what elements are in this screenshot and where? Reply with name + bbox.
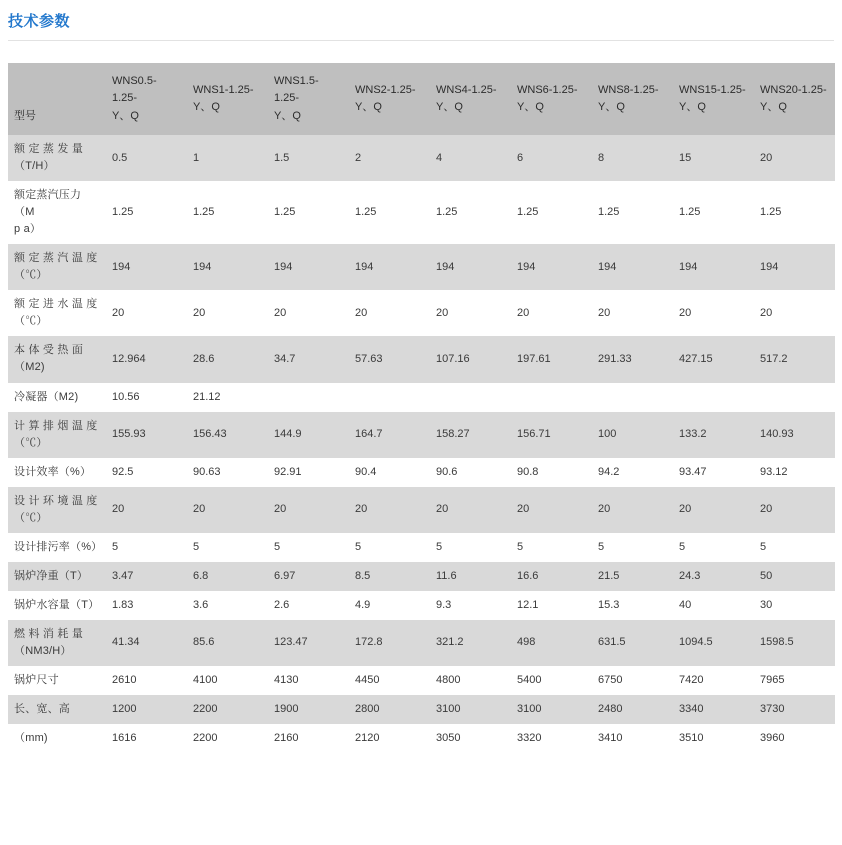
table-cell: 94.2 [592, 458, 673, 487]
table-cell: 20 [349, 487, 430, 533]
table-cell [592, 383, 673, 412]
row-label [8, 181, 106, 244]
table-row [8, 666, 835, 695]
table-cell: 5 [511, 533, 592, 562]
row-label-line: 额 定 蒸 汽 温 度 [14, 252, 98, 265]
table-cell: 140.93 [754, 412, 835, 458]
row-label [8, 620, 106, 666]
table-cell: 194 [511, 244, 592, 290]
table-cell [268, 383, 349, 412]
table-cell: 10.56 [106, 383, 187, 412]
table-cell: 2480 [592, 695, 673, 724]
row-label [8, 135, 106, 181]
table-cell: 1.25 [592, 181, 673, 244]
row-label [8, 562, 106, 591]
table-cell: 20 [430, 487, 511, 533]
table-cell: 4130 [268, 666, 349, 695]
table-row [8, 695, 835, 724]
column-header-model: 型号 [8, 63, 106, 135]
table-cell: 1.25 [268, 181, 349, 244]
table-cell [430, 383, 511, 412]
table-cell: 92.5 [106, 458, 187, 487]
table-cell: 40 [673, 591, 754, 620]
table-cell: 57.63 [349, 336, 430, 382]
row-label-line: （℃） [14, 315, 48, 328]
model-name-line1: WNS4-1.25- [436, 83, 497, 96]
table-cell: 194 [592, 244, 673, 290]
table-cell [511, 383, 592, 412]
table-cell: 3960 [754, 724, 835, 753]
table-cell: 6.97 [268, 562, 349, 591]
table-cell: 107.16 [430, 336, 511, 382]
table-cell: 90.8 [511, 458, 592, 487]
row-label-line: （mm) [14, 732, 48, 745]
table-cell: 5400 [511, 666, 592, 695]
column-header-model-5 [511, 63, 592, 135]
table-cell: 6750 [592, 666, 673, 695]
table-cell: 20 [754, 290, 835, 336]
table-cell: 291.33 [592, 336, 673, 382]
table-cell: 15 [673, 135, 754, 181]
table-cell: 20 [268, 487, 349, 533]
table-cell: 90.63 [187, 458, 268, 487]
table-cell: 194 [106, 244, 187, 290]
table-cell: 3320 [511, 724, 592, 753]
row-label-line: 长、宽、高 [14, 703, 70, 716]
table-cell: 3.6 [187, 591, 268, 620]
table-cell: 0.5 [106, 135, 187, 181]
model-name-line2: Y、Q [355, 101, 382, 113]
row-label-line: 设 计 环 境 温 度 [14, 494, 98, 507]
table-cell: 498 [511, 620, 592, 666]
row-label [8, 458, 106, 487]
table-cell: 1200 [106, 695, 187, 724]
table-cell: 2 [349, 135, 430, 181]
table-cell: 4800 [430, 666, 511, 695]
table-cell: 20 [673, 487, 754, 533]
table-cell: 2.6 [268, 591, 349, 620]
row-label [8, 412, 106, 458]
column-header-model-1 [187, 63, 268, 135]
row-label [8, 695, 106, 724]
table-cell: 2120 [349, 724, 430, 753]
table-row [8, 533, 835, 562]
row-label-line: （NM3/H） [14, 644, 72, 657]
table-head [8, 63, 835, 135]
row-label-line: （T/H） [14, 160, 55, 173]
table-cell: 3730 [754, 695, 835, 724]
table-cell: 92.91 [268, 458, 349, 487]
table-cell: 156.71 [511, 412, 592, 458]
column-header-model-8 [754, 63, 835, 135]
row-label-line: （℃） [14, 269, 48, 282]
table-cell: 16.6 [511, 562, 592, 591]
row-label-line: （℃） [14, 511, 48, 524]
table-cell: 20 [592, 290, 673, 336]
table-cell: 7965 [754, 666, 835, 695]
row-label [8, 724, 106, 753]
table-cell: 9.3 [430, 591, 511, 620]
table-cell: 4450 [349, 666, 430, 695]
table-cell: 194 [673, 244, 754, 290]
model-name-line2: Y、Q [679, 101, 706, 113]
table-cell: 631.5 [592, 620, 673, 666]
table-cell: 20 [106, 487, 187, 533]
column-header-model-4 [430, 63, 511, 135]
table-cell: 1.83 [106, 591, 187, 620]
row-label-line: 设计排污率（%） [14, 540, 103, 553]
table-row [8, 135, 835, 181]
model-name-line2: Y、Q [760, 101, 787, 113]
table-cell: 155.93 [106, 412, 187, 458]
table-cell: 21.12 [187, 383, 268, 412]
table-cell: 6 [511, 135, 592, 181]
row-label-line: （M2) [14, 361, 45, 374]
table-cell: 194 [754, 244, 835, 290]
table-cell: 1900 [268, 695, 349, 724]
row-label-line: 锅炉净重（T） [14, 569, 89, 582]
table-cell: 20 [511, 487, 592, 533]
column-header-model-3 [349, 63, 430, 135]
model-name-line2: Y、Q [193, 101, 220, 113]
table-cell: 100 [592, 412, 673, 458]
model-name-line1: WNS20-1.25- [760, 83, 827, 96]
table-row [8, 412, 835, 458]
spec-table-container [0, 41, 842, 753]
table-cell: 2160 [268, 724, 349, 753]
table-cell: 133.2 [673, 412, 754, 458]
row-label-line: （℃） [14, 436, 48, 449]
column-header-model-6 [592, 63, 673, 135]
table-cell [754, 383, 835, 412]
model-name-line1: WNS1.5-1.25- [274, 75, 319, 105]
table-cell: 3100 [511, 695, 592, 724]
table-cell: 158.27 [430, 412, 511, 458]
model-name-line1: WNS8-1.25- [598, 83, 659, 96]
table-cell: 20 [268, 290, 349, 336]
row-label-line: 额定蒸汽压力（M [14, 189, 82, 219]
table-cell: 194 [268, 244, 349, 290]
table-row [8, 383, 835, 412]
table-cell: 8.5 [349, 562, 430, 591]
table-cell: 5 [106, 533, 187, 562]
table-cell: 34.7 [268, 336, 349, 382]
model-name-line1: WNS1-1.25- [193, 83, 254, 96]
table-cell: 3410 [592, 724, 673, 753]
table-cell: 2200 [187, 695, 268, 724]
table-cell: 3.47 [106, 562, 187, 591]
table-cell: 2800 [349, 695, 430, 724]
table-cell: 517.2 [754, 336, 835, 382]
row-label [8, 383, 106, 412]
row-label [8, 336, 106, 382]
table-cell: 30 [754, 591, 835, 620]
table-row [8, 591, 835, 620]
table-cell: 21.5 [592, 562, 673, 591]
table-cell: 1.25 [511, 181, 592, 244]
technical-parameters-table [8, 63, 835, 753]
table-cell: 7420 [673, 666, 754, 695]
table-cell: 15.3 [592, 591, 673, 620]
model-name-line2: Y、Q [274, 109, 301, 122]
page-title: 技术参数 [8, 13, 71, 30]
row-label-line: 锅炉尺寸 [14, 674, 59, 687]
table-cell: 5 [430, 533, 511, 562]
table-cell: 4.9 [349, 591, 430, 620]
table-row [8, 487, 835, 533]
table-cell: 123.47 [268, 620, 349, 666]
table-row [8, 244, 835, 290]
row-label-line: 本 体 受 热 面 [14, 344, 84, 357]
table-cell: 2200 [187, 724, 268, 753]
table-cell: 3050 [430, 724, 511, 753]
table-cell: 93.47 [673, 458, 754, 487]
row-label [8, 244, 106, 290]
table-cell: 20 [673, 290, 754, 336]
table-cell [349, 383, 430, 412]
table-cell: 5 [349, 533, 430, 562]
header-row [8, 63, 835, 135]
model-name-line2: Y、Q [112, 109, 139, 122]
table-cell: 20 [106, 290, 187, 336]
row-label-line: 计 算 排 烟 温 度 [14, 419, 98, 432]
table-cell: 20 [430, 290, 511, 336]
row-label-line: 燃 料 消 耗 量 [14, 627, 84, 640]
row-label [8, 533, 106, 562]
table-cell: 1598.5 [754, 620, 835, 666]
model-name-line1: WNS0.5-1.25- [112, 75, 157, 105]
row-label [8, 666, 106, 695]
table-cell: 2610 [106, 666, 187, 695]
row-label [8, 290, 106, 336]
row-label-line: 额 定 蒸 发 量 [14, 143, 84, 155]
table-cell: 28.6 [187, 336, 268, 382]
table-cell: 20 [511, 290, 592, 336]
table-cell: 85.6 [187, 620, 268, 666]
row-label-line: p a） [14, 223, 42, 236]
table-row [8, 724, 835, 753]
table-cell: 20 [754, 487, 835, 533]
table-cell: 197.61 [511, 336, 592, 382]
table-cell: 5 [754, 533, 835, 562]
table-cell: 3100 [430, 695, 511, 724]
table-cell: 1.25 [430, 181, 511, 244]
table-cell: 8 [592, 135, 673, 181]
table-cell: 144.9 [268, 412, 349, 458]
table-cell: 90.6 [430, 458, 511, 487]
row-label [8, 487, 106, 533]
table-row [8, 562, 835, 591]
table-cell: 1094.5 [673, 620, 754, 666]
model-name-line2: Y、Q [598, 101, 625, 113]
table-cell: 1.25 [187, 181, 268, 244]
model-name-line2: Y、Q [436, 101, 463, 113]
column-header-model-0 [106, 63, 187, 135]
table-cell: 20 [754, 135, 835, 181]
table-cell: 1616 [106, 724, 187, 753]
table-cell: 321.2 [430, 620, 511, 666]
table-cell: 1.25 [106, 181, 187, 244]
table-cell: 90.4 [349, 458, 430, 487]
table-cell: 1.25 [673, 181, 754, 244]
table-cell: 172.8 [349, 620, 430, 666]
table-cell: 4100 [187, 666, 268, 695]
table-body [8, 135, 835, 753]
table-cell: 3510 [673, 724, 754, 753]
table-cell: 5 [187, 533, 268, 562]
table-cell: 156.43 [187, 412, 268, 458]
model-name-line1: WNS2-1.25- [355, 83, 416, 96]
table-cell: 194 [349, 244, 430, 290]
model-name-line2: Y、Q [517, 101, 544, 113]
table-cell: 1.25 [754, 181, 835, 244]
table-row [8, 620, 835, 666]
table-cell: 3340 [673, 695, 754, 724]
table-cell: 20 [349, 290, 430, 336]
table-cell: 5 [592, 533, 673, 562]
row-label-line: 锅炉水容量（T） [14, 598, 100, 611]
table-cell: 6.8 [187, 562, 268, 591]
model-name-line1: WNS15-1.25- [679, 83, 746, 96]
table-cell: 20 [592, 487, 673, 533]
column-header-model-2 [268, 63, 349, 135]
table-cell: 20 [187, 487, 268, 533]
row-label-line: 设计效率（%） [14, 465, 92, 478]
table-cell: 1.5 [268, 135, 349, 181]
table-cell: 194 [187, 244, 268, 290]
table-cell: 194 [430, 244, 511, 290]
table-cell: 50 [754, 562, 835, 591]
table-row [8, 290, 835, 336]
table-cell: 4 [430, 135, 511, 181]
table-cell [673, 383, 754, 412]
table-cell: 20 [187, 290, 268, 336]
row-label-line: 冷凝器（M2) [14, 390, 79, 403]
column-header-model-7 [673, 63, 754, 135]
table-cell: 93.12 [754, 458, 835, 487]
table-cell: 164.7 [349, 412, 430, 458]
table-cell: 1.25 [349, 181, 430, 244]
table-row [8, 458, 835, 487]
table-row [8, 181, 835, 244]
row-label [8, 591, 106, 620]
model-name-line1: WNS6-1.25- [517, 83, 578, 96]
table-cell: 1 [187, 135, 268, 181]
table-cell: 12.964 [106, 336, 187, 382]
table-cell: 5 [673, 533, 754, 562]
table-cell: 12.1 [511, 591, 592, 620]
table-cell: 427.15 [673, 336, 754, 382]
table-row [8, 336, 835, 382]
table-cell: 24.3 [673, 562, 754, 591]
table-cell: 5 [268, 533, 349, 562]
row-label-line: 额 定 进 水 温 度 [14, 298, 98, 311]
table-cell: 41.34 [106, 620, 187, 666]
table-cell: 11.6 [430, 562, 511, 591]
